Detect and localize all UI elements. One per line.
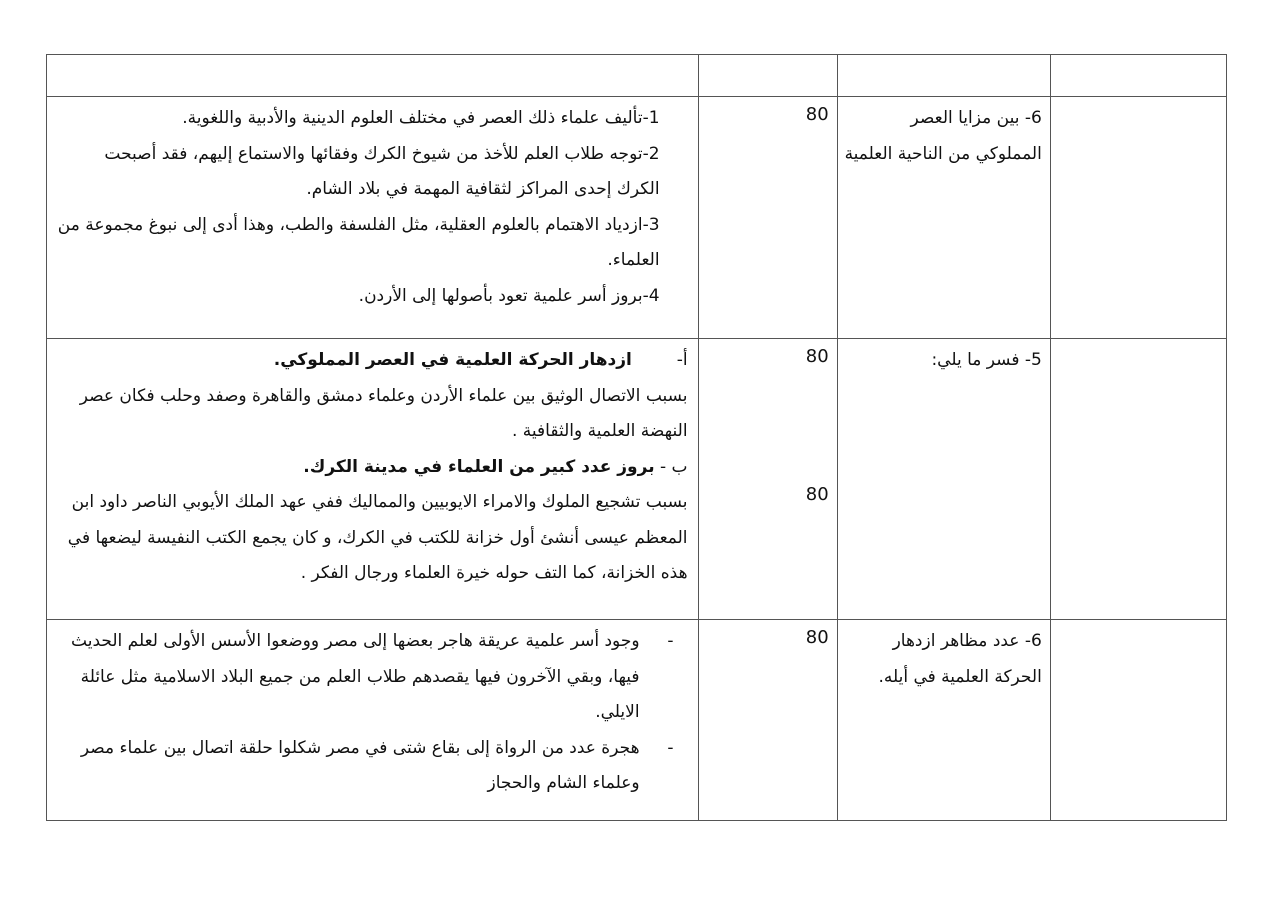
empty-cell — [698, 55, 837, 97]
answer-cell — [47, 339, 699, 620]
mark-cell — [698, 620, 837, 821]
mark-cell — [698, 339, 837, 620]
table-row — [47, 339, 1227, 620]
mark-cell — [698, 97, 837, 339]
answer-table — [46, 54, 1227, 821]
answer-subheading — [57, 343, 688, 379]
question-text: 6- بين مزايا العصر المملوكي من الناحية العلمية — [844, 108, 1042, 164]
mark-value: 80 — [805, 346, 829, 367]
answer-item: 1-تأليف علماء ذلك العصر في مختلف العلوم الدينية والأدبية واللغوية. — [182, 108, 660, 128]
bullet-dash: - — [667, 631, 674, 651]
item-title: بروز عدد كبير من العلماء في مدينة الكرك. — [303, 456, 655, 477]
answer-paragraph: بسبب الاتصال الوثيق بين علماء الأردن وعلماء دمشق والقاهرة وصفد وحلب فكان عصر النهضة العلمية والثقافية . — [79, 385, 688, 441]
item-label: أ- — [676, 350, 688, 370]
mark-value: 80 — [805, 484, 829, 505]
mark-value: 80 — [805, 104, 829, 125]
item-title: ازدهار الحركة العلمية في العصر المملوكي. — [273, 350, 632, 370]
bullet-dash: - — [667, 737, 674, 758]
answer-cell — [47, 620, 699, 821]
empty-cell — [1050, 620, 1226, 821]
empty-cell — [1050, 97, 1226, 339]
empty-cell — [47, 55, 699, 97]
bullet-text: وجود أسر علمية عريقة هاجر بعضها إلى مصر ووضعوا الأسس الأولى لعلم الحديث فيها، وبقي الآخرون فيها يقصدهم طلاب العلم من جميع البلاد الاسلامية مثل عائلة الايلي. — [71, 631, 640, 722]
empty-cell — [837, 55, 1050, 97]
mark-value: 80 — [805, 627, 829, 648]
question-cell — [837, 97, 1050, 339]
table-header-row — [47, 55, 1227, 97]
answer-item: 3-ازدياد الاهتمام بالعلوم العقلية، مثل الفلسفة والطب، وهذا أدى إلى نبوغ مجموعة من العلماء. — [57, 214, 660, 270]
table-row — [47, 620, 1227, 821]
question-cell — [837, 339, 1050, 620]
answer-paragraph: بسبب تشجيع الملوك والامراء الايوبيين والمماليك ففي عهد الملك الأيوبي الناصر داود ابن المعظم عيسى أنشئ أول خزانة للكتب في الكرك، و كان يجمع الكتب النفيسة ليضعها في هذه الخزانة، كما التف حوله خيرة العلماء ورجال الفكر . — [67, 492, 688, 583]
answer-key-sheet — [46, 54, 1227, 820]
question-cell — [837, 620, 1050, 821]
list-item — [57, 731, 688, 802]
question-text: 5- فسر ما يلي: — [931, 350, 1042, 370]
empty-cell — [1050, 339, 1226, 620]
answer-subheading — [57, 450, 688, 486]
table-row — [47, 97, 1227, 339]
answer-cell — [47, 97, 699, 339]
item-label: ب - — [660, 456, 688, 477]
question-text: 6- عدد مظاهر ازدهار الحركة العلمية في أيله. — [878, 631, 1042, 687]
list-item — [57, 624, 688, 731]
answer-item: 2-توجه طلاب العلم للأخذ من شيوخ الكرك وفقائها والاستماع إليهم، فقد أصبحت الكرك إحدى المراكز لثقافية المهمة في بلاد الشام. — [104, 143, 660, 199]
answer-item: 4-بروز أسر علمية تعود بأصولها إلى الأردن. — [358, 285, 660, 306]
bullet-text: هجرة عدد من الرواة إلى بقاع شتى في مصر شكلوا حلقة اتصال بين علماء مصر وعلماء الشام والحجاز — [80, 737, 640, 793]
empty-cell — [1050, 55, 1226, 97]
